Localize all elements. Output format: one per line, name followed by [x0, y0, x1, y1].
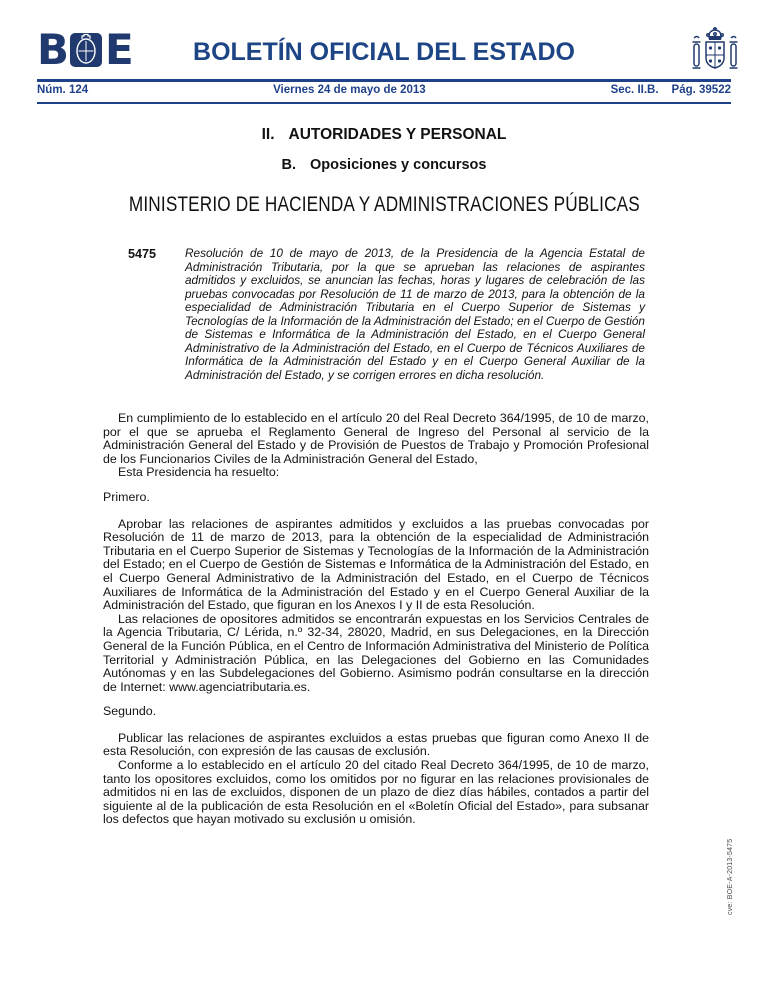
paragraph-resolved: Esta Presidencia ha resuelto:: [118, 465, 280, 480]
department-heading: MINISTERIO DE HACIENDA Y ADMINISTRACIONES PÚBLICAS: [128, 192, 640, 216]
heading-primero: Primero.: [103, 489, 150, 504]
resolution-summary: Resolución de 10 de mayo de 2013, de la Presidencia de la Agencia Estatal de Administración Tributaria, por la que se aprueban las relaciones de aspirantes admitidos y excluidos, se anuncian las fechas, horas y lugares de celebración de las pruebas convocadas por Resolución de 11 de marzo de 2013, para la obtención de la especialidad de Administración Tributaria en el Cuerpo Superior de Sistemas y Tecnologías de la Información de la Administración del Estado; en el Cuerpo de Gestión de Sistemas e Informática de la Administración del Estado, en el Cuerpo General Administrativo de la Administración del Estado, en el Cuerpo de Técnicos Auxiliares de Informática de la Administración del Estado y en el Cuerpo General Auxiliar de la Administración del Estado, y se corrigen errores en dicha resolución.: [185, 246, 645, 382]
paragraph-approve: Aprobar las relaciones de aspirantes admitidos y excluidos a las pruebas convocadas por Resolución de 11 de marzo de 2013, para la obtención de la especialidad de Administración Tributaria en el Cuerpo Superior de Sistemas y Tecnologías de la Información de la Administración del Estado; en el Cuerpo de Gestión de Sistemas e Informática de la Administración del Estado, en el Cuerpo General Administrativo de la Administración del Estado, en el Cuerpo de Técnicos Auxiliares de Informática de la Administración del Estado y en el Cuerpo General Auxiliar de la Administración del Estado, que figuran en los Anexos I y II de esta Resolución.: [103, 516, 649, 613]
issue-bar-divider: [37, 102, 731, 104]
boe-logo-letter-b: B: [37, 25, 68, 74]
resolution-number: 5475: [128, 247, 157, 261]
boe-logo-letter-e: E: [105, 25, 132, 74]
spain-coat-of-arms-icon: [688, 26, 742, 78]
heading-segundo: Segundo.: [103, 704, 157, 719]
issue-number: Núm. 124: [37, 84, 89, 96]
subsection-title: Oposiciones y concursos: [310, 157, 487, 173]
masthead-divider: [37, 79, 731, 82]
issue-page: Pág. 39522: [671, 84, 731, 96]
resolution-item: [0, 247, 768, 382]
section-title: AUTORIDADES Y PERSONAL: [288, 126, 507, 143]
paragraph-compliance: En cumplimiento de lo establecido en el artículo 20 del Real Decreto 364/1995, de 10 de marzo, por el que se aprueba el Reglamento General de Ingreso del Personal al servicio de la Administración General del Estado y de Provisión de Puestos de Trabajo y Promoción Profesional de los Funcionarios Civiles de la Administración General del Estado,: [103, 411, 649, 466]
section-number: II.: [261, 126, 275, 143]
issue-bar: [37, 84, 731, 96]
subsection-heading: [0, 157, 768, 173]
subsection-letter: B.: [281, 157, 296, 173]
issue-section: Sec. II.B.: [610, 84, 659, 96]
paragraph-locations: Las relaciones de opositores admitidos se encontrarán expuestas en los Servicios Centrales de la Agencia Tributaria, C/ Lérida, n.º 32-34, 28020, Madrid, en sus Delegaciones, en la Dirección General de la Función Pública, en el Centro de Información Administrativa del Ministerio de Política Territorial y Administración Pública, en las Delegaciones del Gobierno en las Comunidades Autónomas y en las Subdelegaciones del Gobierno. Asimismo podrán consultarse en la dirección de Internet: www.agenciatributaria.es.: [103, 611, 649, 694]
gazette-title: BOLETÍN OFICIAL DEL ESTADO: [193, 38, 575, 66]
resolution-body: [103, 412, 649, 827]
section-heading: [0, 126, 768, 144]
department-heading-wrap: [0, 192, 768, 217]
cve-code: cve: BOE-A-2013-5475: [727, 838, 734, 915]
paragraph-deadline: Conforme a lo establecido en el artículo 20 del citado Real Decreto 364/1995, de 10 de marzo, tanto los opositores excluidos, como los omitidos por no figurar en las relaciones provisionales de admitidos ni en las de excluidos, disponen de un plazo de diez días hábiles, contados a partir del siguiente al de la publicación de esta Resolución en el «Boletín Oficial del Estado», para subsanar los defectos que hayan motivado su exclusión u omisión.: [103, 758, 649, 827]
issue-date: Viernes 24 de mayo de 2013: [273, 84, 426, 96]
paragraph-publish: Publicar las relaciones de aspirantes excluidos a estas pruebas que figuran como Anexo II de esta Resolución, con expresión de las causas de exclusión.: [103, 730, 649, 759]
